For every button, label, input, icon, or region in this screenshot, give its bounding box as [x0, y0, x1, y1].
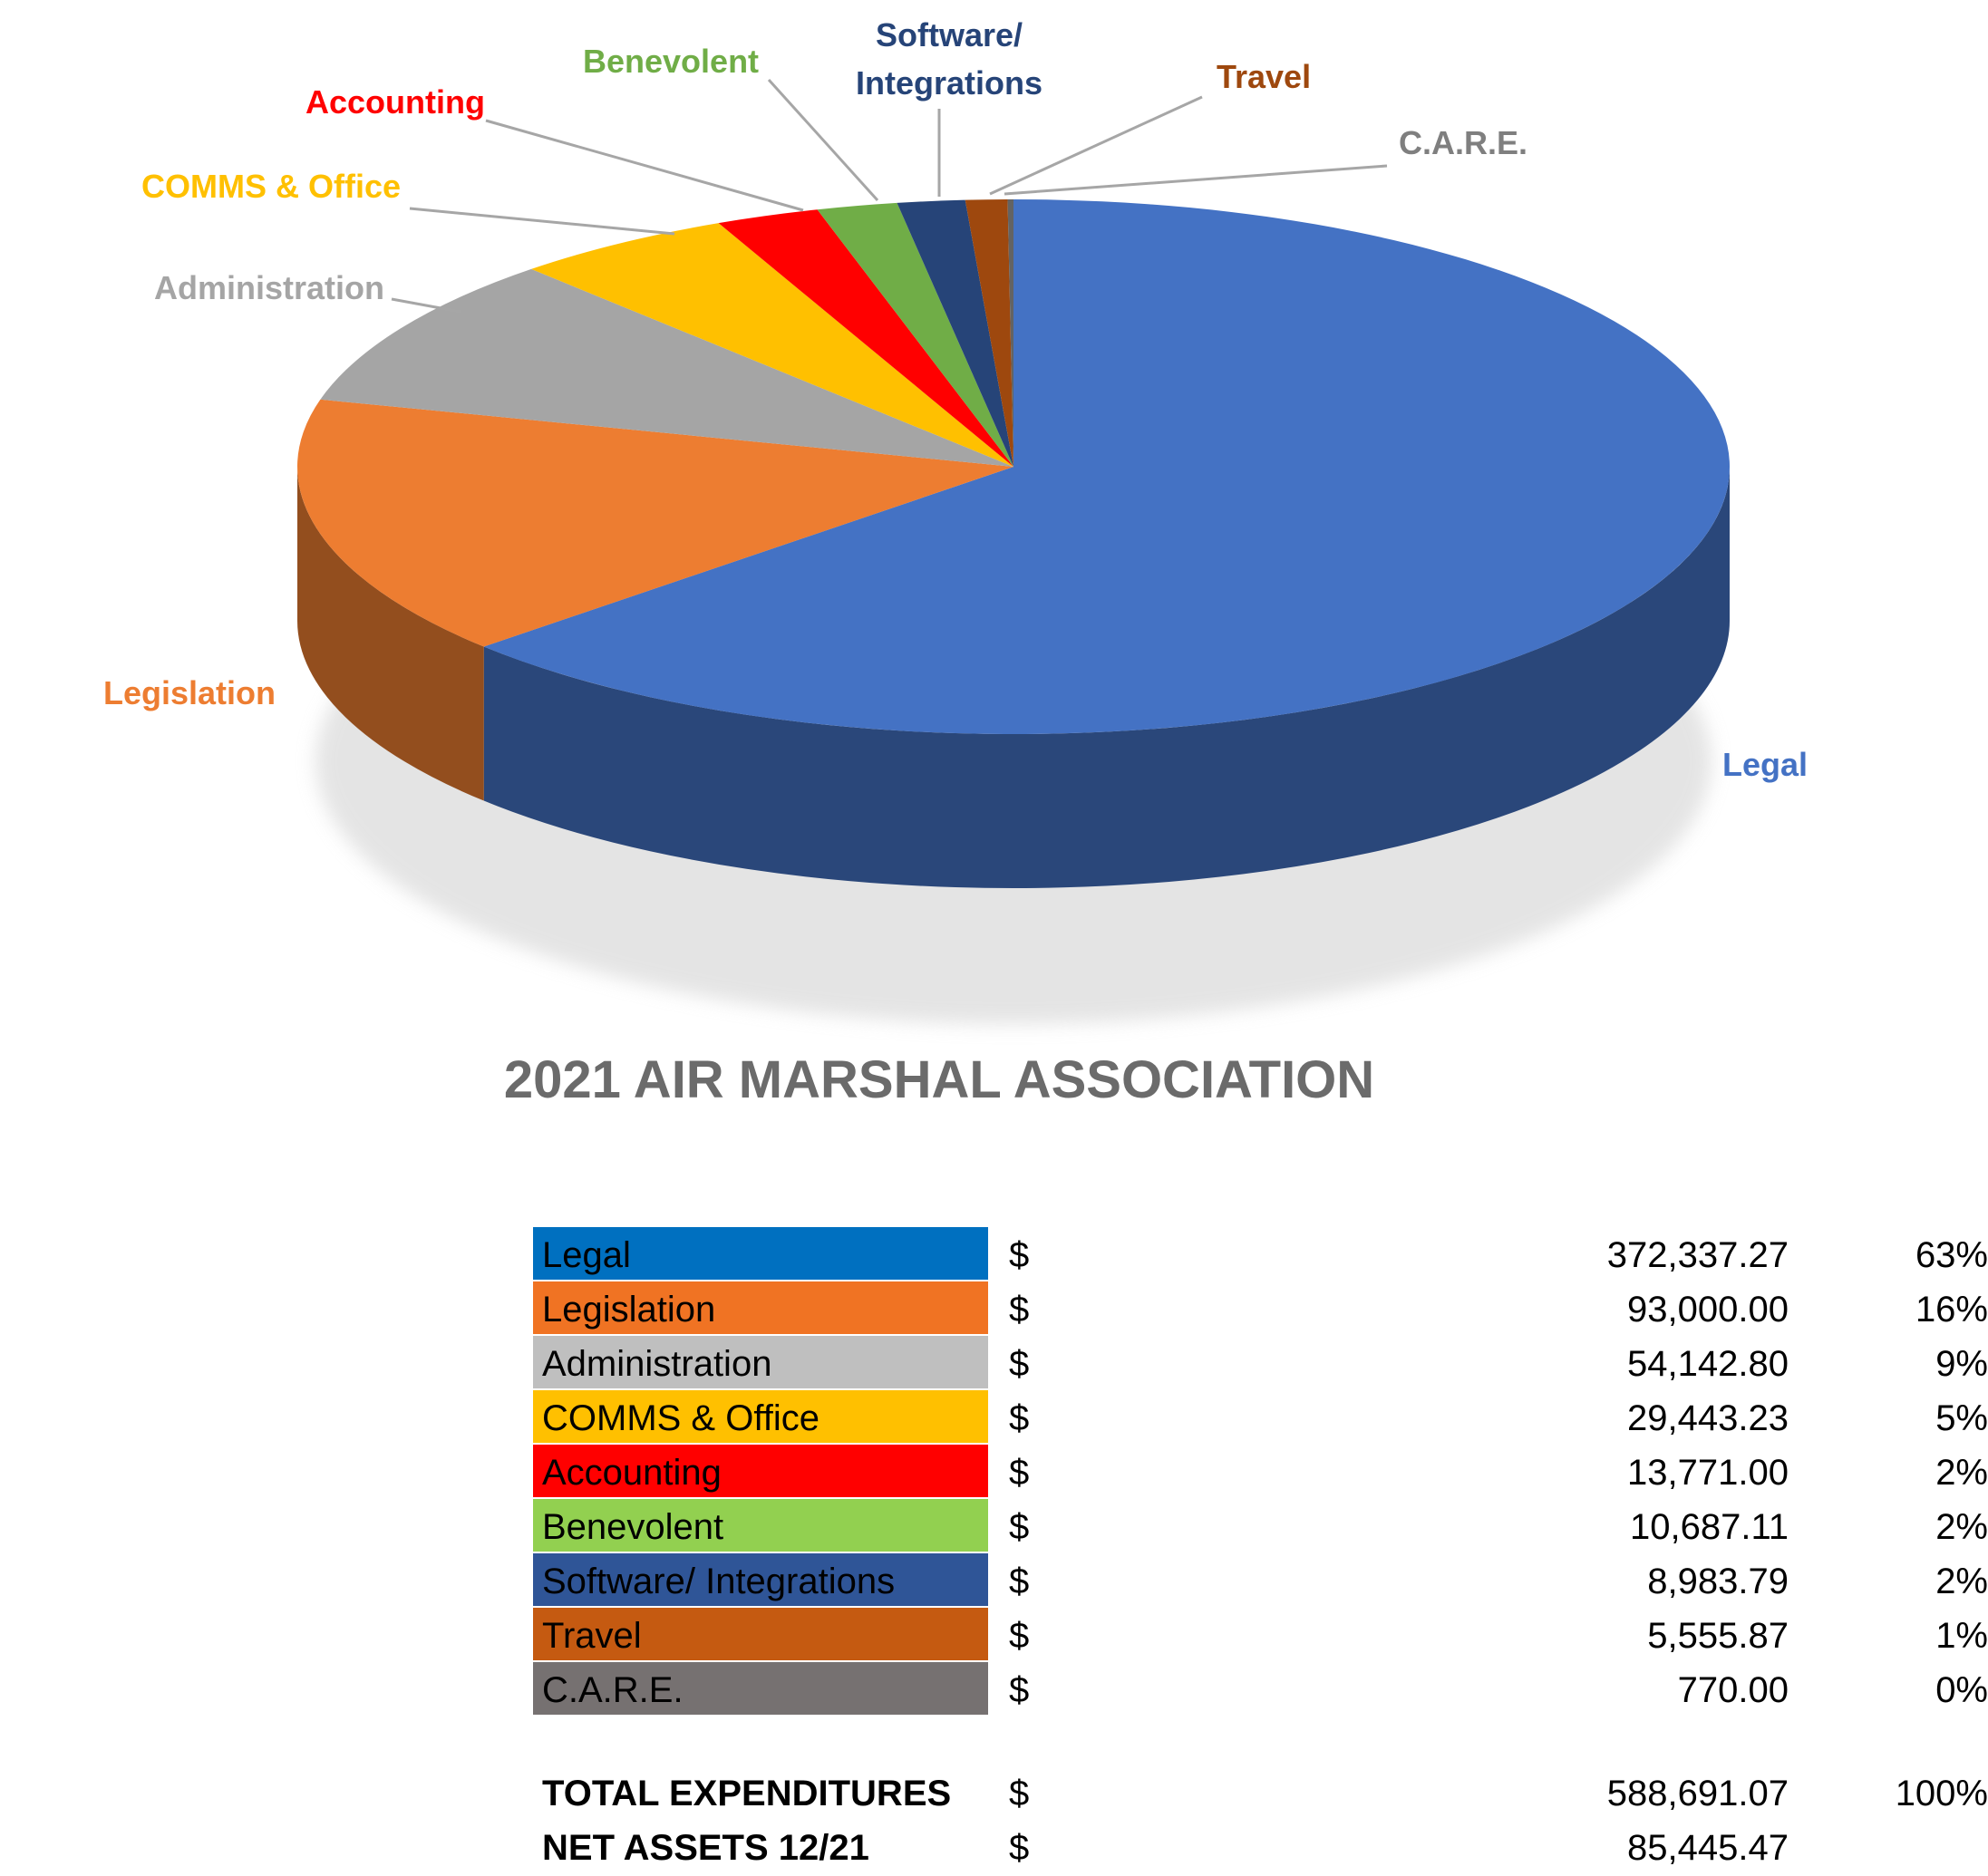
table-category-cell: C.A.R.E. — [533, 1662, 988, 1715]
leader-line — [1004, 166, 1387, 194]
table-amount-cell: 54,142.80 — [1627, 1344, 1789, 1384]
table-amount-cell: 29,443.23 — [1627, 1398, 1789, 1438]
slice-label: COMMS & Office — [141, 168, 402, 205]
total-label: TOTAL EXPENDITURES — [542, 1774, 952, 1813]
slice-label: Legislation — [103, 674, 276, 711]
table-currency-cell: $ — [1009, 1235, 1030, 1275]
table-currency-cell: $ — [1009, 1670, 1030, 1710]
slice-label: Legal — [1722, 746, 1809, 783]
slice-label: C.A.R.E. — [1399, 124, 1528, 161]
table-currency-cell: $ — [1009, 1398, 1030, 1438]
table-currency-cell: $ — [1009, 1616, 1030, 1656]
table-currency-cell: $ — [1009, 1507, 1030, 1547]
table-amount-cell: 10,687.11 — [1630, 1507, 1789, 1547]
table-category-cell: Legal — [533, 1227, 988, 1280]
table-category-cell: Administration — [533, 1336, 988, 1388]
net-assets-amount: 85,445.47 — [1627, 1828, 1789, 1868]
total-currency: $ — [1009, 1774, 1030, 1813]
table-amount-cell: 770.00 — [1677, 1670, 1789, 1710]
slice-label: Travel — [1217, 58, 1312, 95]
table-currency-cell: $ — [1009, 1290, 1030, 1330]
table-percent-cell: 63% — [1915, 1235, 1988, 1275]
total-percent: 100% — [1895, 1774, 1988, 1813]
leader-line — [486, 121, 803, 210]
slice-label: Benevolent — [583, 43, 760, 80]
table-percent-cell: 1% — [1935, 1616, 1988, 1656]
net-assets-currency: $ — [1009, 1828, 1030, 1868]
leader-line — [990, 97, 1202, 194]
table-percent-cell: 2% — [1935, 1562, 1988, 1601]
table-percent-cell: 9% — [1935, 1344, 1988, 1384]
table-percent-cell: 16% — [1915, 1290, 1988, 1330]
slice-label: Integrations — [855, 64, 1043, 102]
table-amount-cell: 372,337.27 — [1606, 1235, 1789, 1275]
table-amount-cell: 93,000.00 — [1627, 1290, 1789, 1330]
slice-label: Administration — [154, 269, 385, 306]
table-percent-cell: 0% — [1935, 1670, 1988, 1710]
chart-title: 2021 AIR MARSHAL ASSOCIATION — [503, 1050, 1375, 1109]
table-amount-cell: 5,555.87 — [1647, 1616, 1789, 1656]
table-currency-cell: $ — [1009, 1344, 1030, 1384]
table-percent-cell: 2% — [1935, 1507, 1988, 1547]
total-amount: 588,691.07 — [1606, 1774, 1789, 1813]
table-category-cell: COMMS & Office — [533, 1390, 988, 1443]
leader-line — [410, 208, 674, 234]
table-amount-cell: 8,983.79 — [1647, 1562, 1789, 1601]
table-currency-cell: $ — [1009, 1562, 1030, 1601]
table-amount-cell: 13,771.00 — [1627, 1453, 1789, 1493]
table-category-cell: Travel — [533, 1608, 988, 1660]
table-category-cell: Software/ Integrations — [533, 1553, 988, 1606]
table-category-cell: Legislation — [533, 1281, 988, 1334]
table-category-cell: Accounting — [533, 1445, 988, 1497]
table-percent-cell: 2% — [1935, 1453, 1988, 1493]
table-currency-cell: $ — [1009, 1453, 1030, 1493]
table-category-cell: Benevolent — [533, 1499, 988, 1552]
net-assets-label: NET ASSETS 12/21 — [542, 1828, 869, 1868]
table-percent-cell: 5% — [1935, 1398, 1988, 1438]
slice-label: Software/ — [875, 16, 1023, 53]
slice-label: Accounting — [305, 83, 485, 121]
